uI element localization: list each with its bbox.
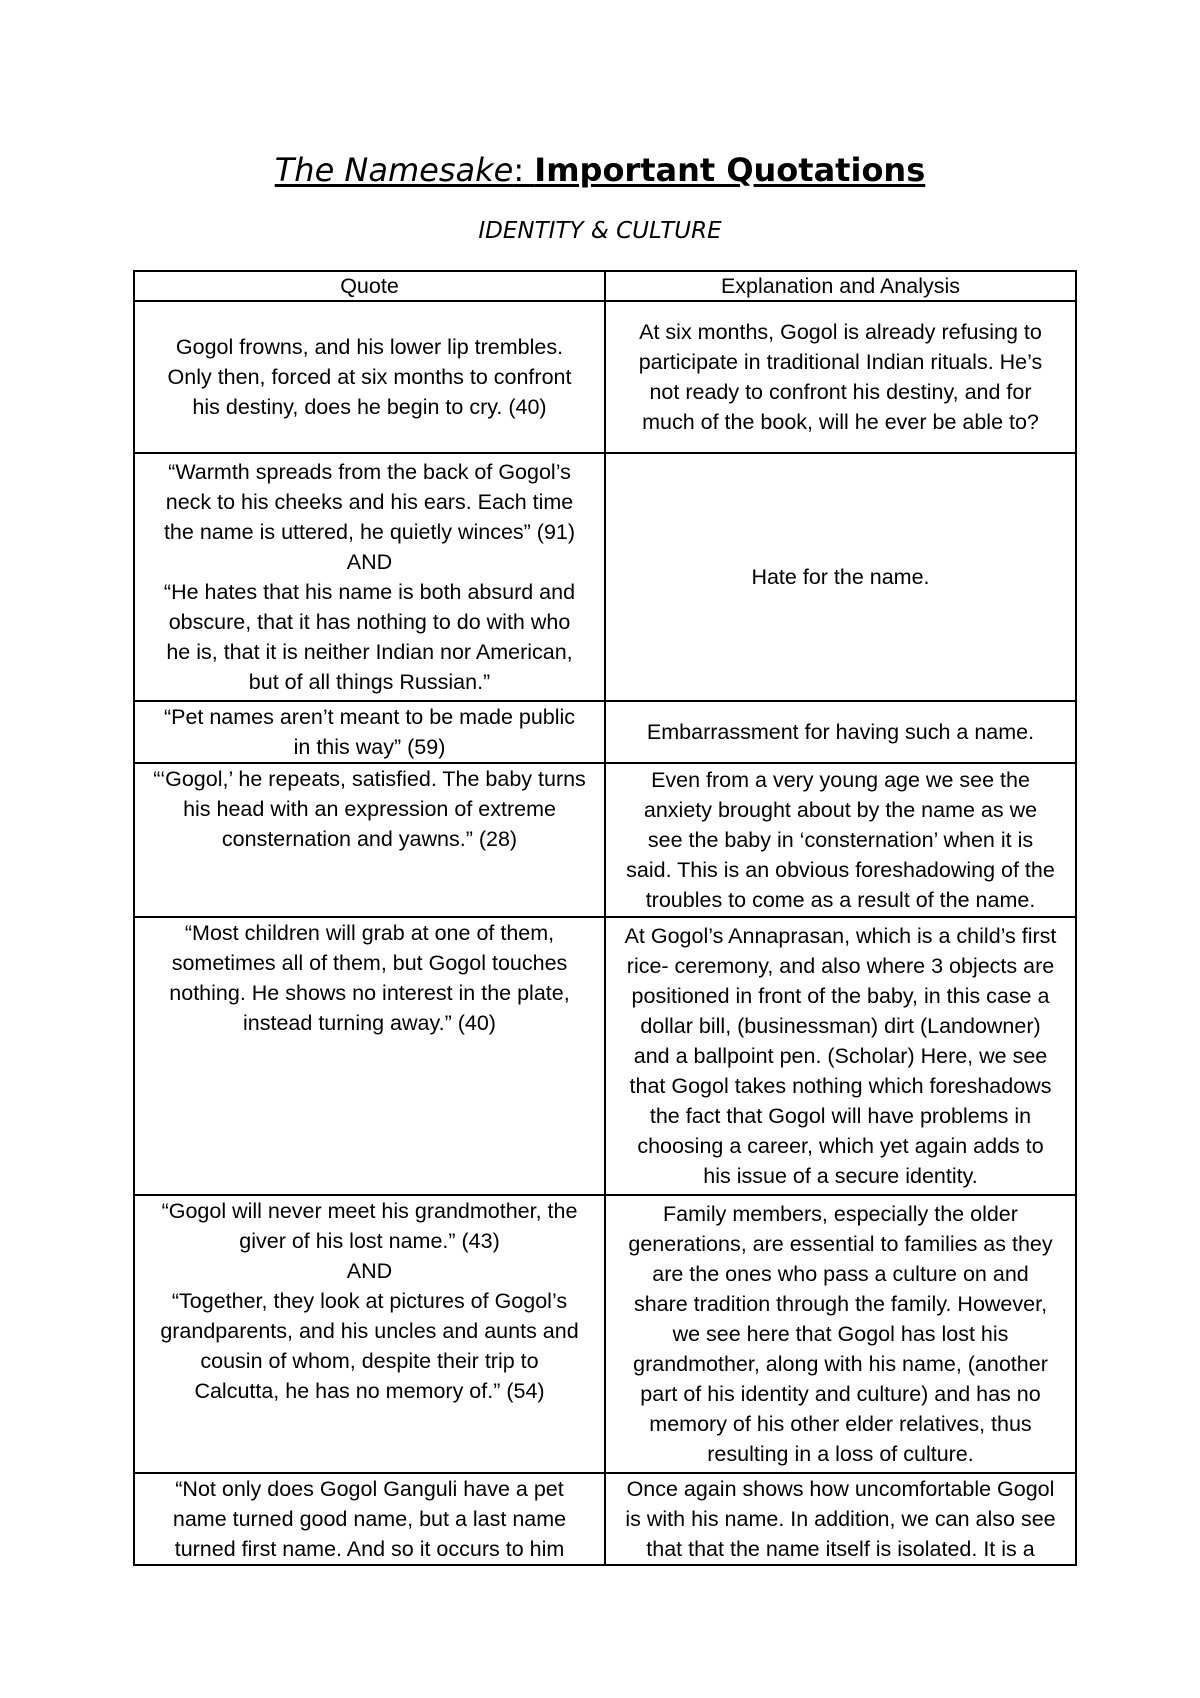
cell-text-line: At six months, Gogol is already refusing to <box>639 320 1042 344</box>
cell-text-line: “Warmth spreads from the back of Gogol’s <box>168 460 571 484</box>
cell-text-line: At Gogol’s Annaprasan, which is a child’s first <box>624 924 1057 948</box>
cell-text-line: that Gogol takes nothing which foreshadows <box>629 1074 1052 1098</box>
cell-text-line: obscure, that it has nothing to do with who <box>168 610 571 634</box>
cell-text-line: sometimes all of them, but Gogol touches <box>171 951 568 975</box>
quote-cell <box>134 701 605 763</box>
cell-text-line: giver of his lost name.” (43) <box>239 1229 500 1253</box>
cell-text-line: nothing. He shows no interest in the plate, <box>169 981 570 1005</box>
cell-text-line: he is, that it is neither Indian nor American, <box>166 640 573 664</box>
cell-text-line: Once again shows how uncomfortable Gogol <box>626 1477 1055 1501</box>
cell-text-line: dollar bill, (businessman) dirt (Landowner) <box>640 1014 1041 1038</box>
analysis-cell <box>605 1473 1076 1565</box>
analysis-cell <box>605 763 1076 917</box>
cell-text-line: cousin of whom, despite their trip to <box>200 1349 539 1373</box>
cell-text-line: much of the book, will he ever be able to? <box>642 410 1039 434</box>
cell-text-line: “Gogol will never meet his grandmother, the <box>161 1199 578 1223</box>
document-title <box>0 150 1200 190</box>
table-row <box>134 917 1076 1195</box>
cell-text-line: grandmother, along with his name, (another <box>633 1352 1048 1376</box>
cell-text-line: rice- ceremony, and also where 3 objects are <box>626 954 1055 978</box>
header-quote: Quote <box>134 271 605 301</box>
title-book-name: The Namesake <box>274 151 514 189</box>
cell-text-line: turned first name. And so it occurs to him <box>174 1537 565 1561</box>
cell-text-line: “Pet names aren’t meant to be made public <box>163 705 576 729</box>
table-row <box>134 763 1076 917</box>
header-analysis: Explanation and Analysis <box>605 271 1076 301</box>
cell-text-line: grandparents, and his uncles and aunts and <box>160 1319 579 1343</box>
quote-cell <box>134 1473 605 1565</box>
cell-text-line: Family members, especially the older <box>663 1202 1018 1226</box>
table-row <box>134 1473 1076 1565</box>
cell-text-line: anxiety brought about by the name as we <box>643 798 1038 822</box>
cell-text-line: see the baby in ‘consternation’ when it is <box>647 828 1034 852</box>
cell-text-line: “‘Gogol,’ he repeats, satisfied. The baby turns <box>153 767 586 791</box>
quotations-table <box>133 270 1077 1566</box>
cell-text-line: participate in traditional Indian rituals. He’s <box>638 350 1043 374</box>
cell-text-line: said. This is an obvious foreshadowing of the <box>626 858 1055 882</box>
cell-text-line: his head with an expression of extreme <box>183 797 556 821</box>
cell-text-line: Only then, forced at six months to confront <box>167 365 572 389</box>
table-body <box>134 301 1076 1565</box>
table-row <box>134 301 1076 453</box>
cell-text-line: “Not only does Gogol Ganguli have a pet <box>175 1477 564 1501</box>
quote-cell <box>134 453 605 701</box>
cell-text-line: name turned good name, but a last name <box>172 1507 567 1531</box>
cell-text-line: in this way” (59) <box>293 735 446 759</box>
cell-text-line: share tradition through the family. However, <box>633 1292 1048 1316</box>
cell-text-line: “Together, they look at pictures of Gogol’s <box>171 1289 568 1313</box>
cell-text-line: that that the name itself is isolated. It is a <box>646 1537 1035 1561</box>
cell-text-line: neck to his cheeks and his ears. Each time <box>165 490 574 514</box>
table-row <box>134 1195 1076 1473</box>
title-heading: Important Quotations <box>534 151 926 189</box>
cell-text-line: his destiny, does he begin to cry. (40) <box>192 395 547 419</box>
cell-text-line: the fact that Gogol will have problems in <box>649 1104 1032 1128</box>
analysis-cell <box>605 453 1076 701</box>
cell-text-line: Calcutta, he has no memory of.” (54) <box>194 1379 545 1403</box>
quote-cell <box>134 301 605 453</box>
quote-cell <box>134 763 605 917</box>
table-header-row <box>134 271 1076 301</box>
cell-text-line: is with his name. In addition, we can also see <box>625 1507 1056 1531</box>
cell-text-line: memory of his other elder relatives, thus <box>649 1412 1032 1436</box>
quote-cell <box>134 917 605 1195</box>
cell-text-line: Gogol frowns, and his lower lip trembles. <box>175 335 564 359</box>
cell-text-line: Even from a very young age we see the <box>651 768 1030 792</box>
cell-text-line: part of his identity and culture) and has no <box>640 1382 1041 1406</box>
cell-text-line: “Most children will grab at one of them, <box>184 921 555 945</box>
cell-text-line: we see here that Gogol has lost his <box>672 1322 1009 1346</box>
cell-text-line: positioned in front of the baby, in this case a <box>631 984 1050 1008</box>
cell-text-line: instead turning away.” (40) <box>243 1011 496 1035</box>
cell-text-line: “He hates that his name is both absurd and <box>163 580 576 604</box>
cell-text-line: Embarrassment for having such a name. <box>646 720 1035 744</box>
cell-text-line: but of all things Russian.” <box>248 670 491 694</box>
cell-text-line: resulting in a loss of culture. <box>707 1442 974 1466</box>
quote-cell <box>134 1195 605 1473</box>
title-separator: : <box>513 151 535 189</box>
table-row <box>134 701 1076 763</box>
cell-text-line: and a ballpoint pen. (Scholar) Here, we see <box>633 1044 1048 1068</box>
cell-text-line: not ready to confront his destiny, and for <box>649 380 1032 404</box>
cell-text-line: his issue of a secure identity. <box>703 1164 978 1188</box>
section-subtitle: IDENTITY & CULTURE <box>478 218 722 244</box>
analysis-cell <box>605 301 1076 453</box>
analysis-cell <box>605 917 1076 1195</box>
cell-text-line: troubles to come as a result of the name. <box>645 888 1036 912</box>
cell-text-line: choosing a career, which yet again adds to <box>637 1134 1044 1158</box>
cell-text-line: generations, are essential to families as they <box>628 1232 1053 1256</box>
cell-text-line: consternation and yawns.” (28) <box>221 827 518 851</box>
analysis-cell <box>605 701 1076 763</box>
table-row <box>134 453 1076 701</box>
cell-text-line: AND <box>346 550 393 574</box>
cell-text-line: the name is uttered, he quietly winces” (91) <box>163 520 576 544</box>
analysis-cell <box>605 1195 1076 1473</box>
cell-text-line: are the ones who pass a culture on and <box>652 1262 1029 1286</box>
cell-text-line: AND <box>346 1259 393 1283</box>
cell-text-line: Hate for the name. <box>751 565 930 589</box>
